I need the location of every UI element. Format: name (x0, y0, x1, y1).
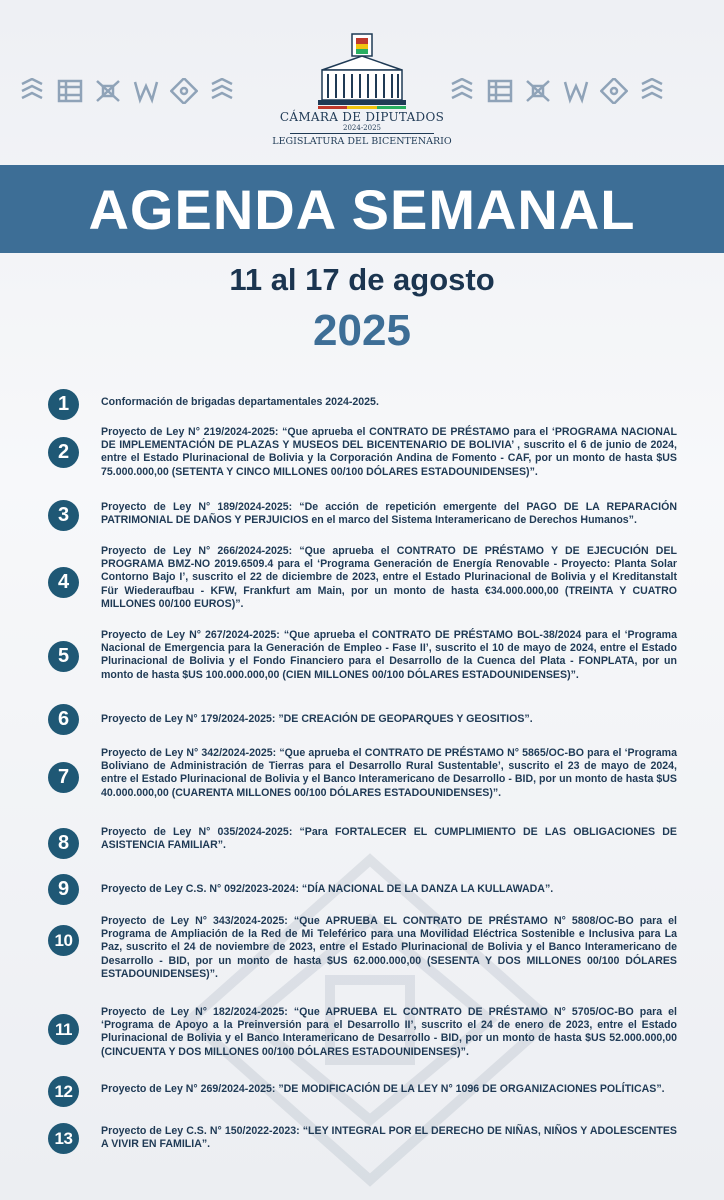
step-pattern-icon (486, 78, 514, 104)
item-number-badge: 4 (48, 567, 79, 598)
legislature-name: LEGISLATURA DEL BICENTENARIO (272, 136, 452, 147)
date-range: 11 al 17 de agosto (229, 262, 495, 297)
item-number-badge: 12 (48, 1076, 79, 1107)
item-text: Proyecto de Ley N° 219/2024-2025: “Que aprueba el CONTRATO DE PRÉSTAMO para el ‘PROGRAMA NACIONAL DE IMPLEMENTACIÓN DE PLAZAS Y MUSEOS DEL BICENTENARIO DE BOLIVIA’ , suscrito el 6 de junio de 2024, entre el Estado Plurinacional de Bolivia y la Corporación Andina de Fomento - CAF, por un monto de hasta $US 75.000.000,00 (SETENTA Y CINCO MILLONES 00/100 DÓLARES ESTADOUNIDENSES)”. (101, 426, 677, 478)
item-number-badge: 3 (48, 500, 79, 531)
item-number-badge: 5 (48, 641, 79, 672)
diamond-pattern-icon (18, 78, 46, 104)
year-label: 2025 (313, 306, 411, 355)
divider (290, 133, 434, 134)
step-pattern-icon (56, 78, 84, 104)
item-number-badge: 11 (48, 1014, 79, 1045)
item-text: Proyecto de Ley C.S. N° 150/2022-2023: “LEY INTEGRAL POR EL DERECHO DE NIÑAS, NIÑOS Y ADOLESCENTES A VIVIR EN FAMILIA”. (101, 1125, 677, 1151)
chakana-pattern-icon (524, 78, 552, 104)
diamond-pattern-icon (208, 78, 236, 104)
chakana-pattern-icon (94, 78, 122, 104)
item-number-badge: 10 (48, 925, 79, 956)
item-text: Proyecto de Ley N° 267/2024-2025: “Que aprueba el CONTRATO DE PRÉSTAMO BOL-38/2024 para el ‘Programa Nacional de Emergencia para la Generación de Empleo - Fase II’, suscrito el 10 de mayo de 2024, entre el Estado Plurinacional de Bolivia y el Fondo Financiero para el Desarrollo de la Cuenca del Plata - FONPLATA, por un monto de hasta $US 100.000.000,00 (CIEN MILLONES 00/100 DÓLARES ESTADOUNIDENSES)”. (101, 629, 677, 681)
item-text: Proyecto de Ley N° 189/2024-2025: “De acción de repetición emergente del PAGO DE LA REPARACIÓN PATRIMONIAL DE DAÑOS Y PERJUICIOS en el marco del Sistema Interamericano de Derechos Humanos”. (101, 501, 677, 527)
item-text: Proyecto de Ley N° 269/2024-2025: ”DE MODIFICACIÓN DE LA LEY N° 1096 DE ORGANIZACIONES POLÍTICAS”. (101, 1083, 665, 1095)
item-text: Proyecto de Ley N° 179/2024-2025: ”DE CREACIÓN DE GEOPARQUES Y GEOSITIOS”. (101, 713, 533, 725)
page-title: AGENDA SEMANAL (88, 177, 636, 241)
institution-years: 2024-2025 (343, 124, 381, 132)
header (0, 0, 724, 165)
item-number-badge: 13 (48, 1123, 79, 1154)
item-text: Proyecto de Ley N° 342/2024-2025: “Que aprueba el CONTRATO DE PRÉSTAMO N° 5865/OC-BO para el ‘Programa Boliviano de Administración de Tierras para el Desarrollo Rural Sustentable’, suscrito el 23 de mayo de 2024, entre el Estado Plurinacional de Bolivia y el Banco Interamericano de Desarrollo - BID, por un monto de hasta $US 40.000.000,00 (CUARENTA MILLONES 00/100 DÓLARES ESTADOUNIDENSES)”. (101, 747, 677, 799)
legislature-building-icon (312, 30, 412, 112)
ornament-band-left (18, 78, 236, 104)
diamond-pattern-icon (638, 78, 666, 104)
item-number-badge: 1 (48, 389, 79, 420)
flower-pattern-icon (600, 78, 628, 104)
diamond-pattern-icon (448, 78, 476, 104)
item-number-badge: 8 (48, 828, 79, 859)
item-number-badge: 7 (48, 762, 79, 793)
ornament-band-right (448, 78, 666, 104)
institution-name: CÁMARA DE DIPUTADOS (279, 110, 445, 124)
item-text: Proyecto de Ley N° 343/2024-2025: “Que APRUEBA EL CONTRATO DE PRÉSTAMO N° 5808/OC-BO para el Programa de Ampliación de la Red de Mi Teleférico para una Movilidad Eléctrica Sostenible e Inclusiva para La Paz, suscrito el 24 de noviembre de 2023, entre el Estado Plurinacional de Bolivia y el Banco Interamericano de Desarrollo - BID, por un monto de hasta $US 62.000.000,00 (SESENTA Y DOS MILLONES 00/100 DÓLARES ESTADOUNIDENSES)”. (101, 915, 677, 980)
item-number-badge: 2 (48, 437, 79, 468)
title-banner (0, 165, 724, 253)
item-text: Proyecto de Ley N° 266/2024-2025: “Que aprueba el CONTRATO DE PRÉSTAMO Y DE EJECUCIÓN DEL PROGRAMA BMZ-NO 2019.6509.4 para el ‘Programa Generación de Energía Renovable - Proyecto: Planta Solar Contorno Bajo I’, suscrito el 22 de diciembre de 2023, entre el Estado Plurinacional de Bolivia y el Kreditanstalt Für Wiederaufbau - KFW, Frankfurt am Main, por un monto de hasta €34.000.000,00 (TREINTA Y CUATRO MILLONES 00/100 EUROS)”. (101, 545, 677, 610)
item-number-badge: 9 (48, 874, 79, 905)
item-number-badge: 6 (48, 704, 79, 735)
item-text: Proyecto de Ley C.S. N° 092/2023-2024: “DÍA NACIONAL DE LA DANZA LA KULLAWADA”. (101, 883, 554, 895)
item-text: Proyecto de Ley N° 035/2024-2025: “Para FORTALECER EL CUMPLIMIENTO DE LAS OBLIGACIONES DE ASISTENCIA FAMILIAR”. (101, 826, 677, 852)
zigzag-pattern-icon (132, 78, 160, 104)
zigzag-pattern-icon (562, 78, 590, 104)
flower-pattern-icon (170, 78, 198, 104)
item-text: Conformación de brigadas departamentales 2024-2025. (101, 396, 379, 408)
item-text: Proyecto de Ley N° 182/2024-2025: “Que APRUEBA EL CONTRATO DE PRÉSTAMO N° 5705/OC-BO para el ‘Programa de Apoyo a la Preinversión para el Desarrollo II’, suscrito el 24 de enero de 2023, entre el Estado Plurinacional de Bolivia y el Banco Interamericano de Desarrollo - BID, por un monto de hasta $US 52.000.000,00 (CINCUENTA Y DOS MILLONES 00/100 DÓLARES ESTADOUNIDENSES)”. (101, 1006, 677, 1058)
